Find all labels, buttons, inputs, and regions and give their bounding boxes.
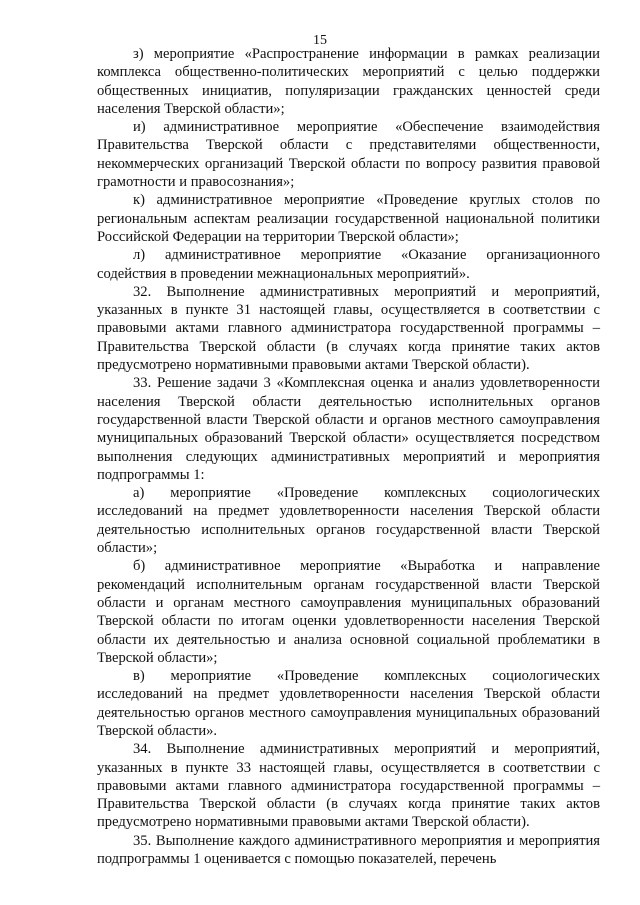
paragraph-clause-34: 34. Выполнение административных мероприятий и мероприятий, указанных в пункте 33 настоящей главы, осуществляется в соответствии с правовыми актами главного администратора государственной программы – Правительства Тверской области (в случаях когда принятие таких актов предусмотрено нормативными правовыми актами Тверской области).	[97, 741, 600, 831]
paragraph-item-k: к) административное мероприятие «Проведение круглых столов по региональным аспектам реализации государственной национальной политики Российской Федерации на территории Тверской области»;	[97, 192, 600, 245]
paragraph-item-b: б) административное мероприятие «Выработка и направление рекомендаций исполнительным органам государственной власти Тверской области и органам местного самоуправления муниципальных образований Тверской области по итогам оценки удовлетворенности населения Тверской области их деятельностью и анализа основной социальной проблематики в Тверской области»;	[97, 558, 600, 666]
paragraph-clause-35: 35. Выполнение каждого административного мероприятия и мероприятия подпрограммы 1 оценивается с помощью показателей, перечень	[97, 832, 600, 868]
paragraph-item-i: и) административное мероприятие «Обеспечение взаимодействия Правительства Тверской области с представителями общественности, некоммерческих организаций Тверской области по вопросу развития правовой грамотности и правосознания»;	[97, 119, 600, 191]
paragraph-item-l: л) административное мероприятие «Оказание организационного содействия в проведении межнациональных мероприятий».	[97, 247, 600, 282]
document-body	[97, 45, 600, 868]
paragraph-item-v: в) мероприятие «Проведение комплексных социологических исследований на предмет удовлетворенности населения Тверской области деятельностью органов местного самоуправления муниципальных образований Тверской области».	[97, 668, 600, 739]
paragraph-clause-33: 33. Решение задачи 3 «Комплексная оценка и анализ удовлетворенности населения Тверской области деятельностью исполнительных органов государственной власти Тверской области и органов местного самоуправления муниципальных образований Тверской области» осуществляется посредством выполнения следующих административных мероприятий и мероприятия подпрограммы 1:	[97, 375, 600, 483]
paragraph-clause-32: 32. Выполнение административных мероприятий и мероприятий, указанных в пункте 31 настоящей главы, осуществляется в соответствии с правовыми актами главного администратора государственной программы – Правительства Тверской области (в случаях когда принятие таких актов предусмотрено нормативными правовыми актами Тверской области).	[97, 283, 600, 374]
paragraph-item-a: а) мероприятие «Проведение комплексных социологических исследований на предмет удовлетворенности населения Тверской области деятельностью исполнительных органов государственной власти Тверской области»;	[97, 485, 600, 557]
page-number: 15	[313, 33, 327, 48]
paragraph-item-z: з) мероприятие «Распространение информации в рамках реализации комплекса общественно-политических мероприятий с целью поддержки общественных инициатив, популяризации гражданских ценностей среди населения Тверской области»;	[97, 46, 600, 117]
